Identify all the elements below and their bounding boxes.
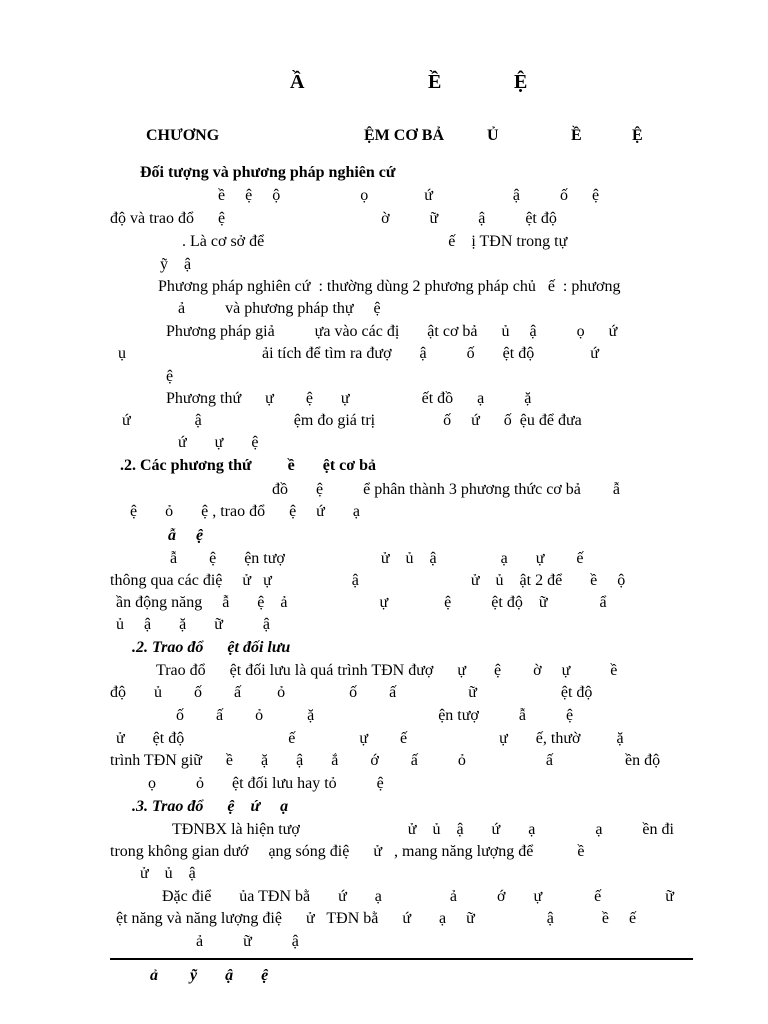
section-heading-4: .3. Trao đổ ệ ứ ạ [132, 798, 289, 815]
paragraph-line: ọ ỏ ệt đối lưu hay tỏ ệ [148, 775, 384, 792]
paragraph-line: trình TĐN giữ ề ặ ậ ắ ớ ấ ỏ ấ ền độ [110, 752, 661, 769]
paragraph-line: TĐNBX là hiện tượ ử ủ ậ ứ ạ ạ ền đi [172, 821, 674, 838]
paragraph-line: ẫ ệ ện tượ ử ủ ậ ạ ự ế [170, 550, 584, 567]
paragraph-line: ệ [166, 368, 174, 385]
section-heading-2: .2. Các phương thứ ề ệt cơ bả [120, 457, 377, 474]
paragraph-line: trong không gian dướ ạng sóng điệ ử , mang năng lượng để ề [110, 843, 585, 860]
paragraph-line: ử ủ ậ [140, 865, 196, 882]
title-part-2: Ề [428, 71, 442, 93]
paragraph-line: độ ủ ố ấ ỏ ố ấ ữ ệt độ [110, 684, 593, 701]
paragraph-line: thông qua các điệ ử ự ậ ử ủ ật 2 để ề ộ [110, 572, 626, 589]
paragraph-line: ứ ự ệ [178, 434, 259, 451]
chapter-title-u: Ủ [487, 127, 499, 144]
paragraph-line: ệ ỏ ệ , trao đổ ệ ứ ạ [130, 503, 360, 520]
paragraph-line: ề ệ ộ ọ ứ ậ ố ệ [218, 187, 600, 204]
paragraph-line: độ và trao đổ ệ ờ ữ ậ ệt độ [110, 210, 557, 227]
paragraph-line: đồ ệ ể phân thành 3 phương thức cơ bả ẫ [272, 481, 620, 498]
chapter-title: ỆM CƠ BẢ [364, 127, 444, 144]
subsection-heading: ẫ ệ [168, 527, 204, 544]
section-heading-1: Đối tượng và phương pháp nghiên cứ [140, 164, 396, 181]
paragraph-line: ứ ậ ệm đo giá trị ố ứ ố ệu để đưa [122, 412, 582, 429]
paragraph-line: Đặc điể ủa TĐN bằ ứ ạ ả ớ ự ế ữ [162, 888, 674, 905]
paragraph-line: Phương pháp giả ựa vào các đị ật cơ bả ủ ậ ọ ứ [166, 323, 618, 340]
chapter-title-e: Ề [571, 127, 582, 144]
paragraph-line: Phương thứ ự ệ ự ết đồ ạ ặ [166, 390, 532, 407]
paragraph-line: Phương pháp nghiên cứ : thường dùng 2 phương pháp chủ ế : phương [158, 278, 621, 295]
paragraph-line: ố ấ ỏ ặ ện tượ ẫ ệ [176, 707, 574, 724]
page-footer: ả ỹ ậ ệ [150, 967, 269, 984]
chapter-label: CHƯƠNG [146, 127, 220, 144]
chapter-title-ee: Ệ [632, 127, 643, 144]
paragraph-line: ả và phương pháp thự ệ [178, 300, 381, 317]
paragraph-line: Trao đổ ệt đối lưu là quá trình TĐN đượ ự ệ ờ ự ề [156, 662, 618, 679]
title-part-1: Ầ [290, 71, 305, 93]
title-part-3: Ệ [514, 71, 528, 93]
paragraph-line: ả ữ ậ [196, 933, 299, 950]
footer-divider [110, 958, 693, 960]
paragraph-line: . Là cơ sở để ế ị TĐN trong tự [182, 233, 568, 250]
paragraph-line: ỹ ậ [160, 256, 192, 273]
paragraph-line: ụ ải tích để tìm ra đượ ậ ố ệt độ ứ [118, 345, 599, 362]
paragraph-line: ần động năng ẫ ệ ả ự ệ ệt độ ữ ẩ [116, 594, 607, 611]
paragraph-line: ử ệt độ ế ự ế ự ế, thườ ặ [116, 730, 624, 747]
paragraph-line: ủ ậ ặ ữ ậ [116, 616, 270, 633]
section-heading-3: .2. Trao đổ ệt đối lưu [132, 639, 291, 656]
paragraph-line: ệt năng và năng lượng điệ ử TĐN bằ ứ ạ ữ ậ ề ế [116, 910, 637, 927]
